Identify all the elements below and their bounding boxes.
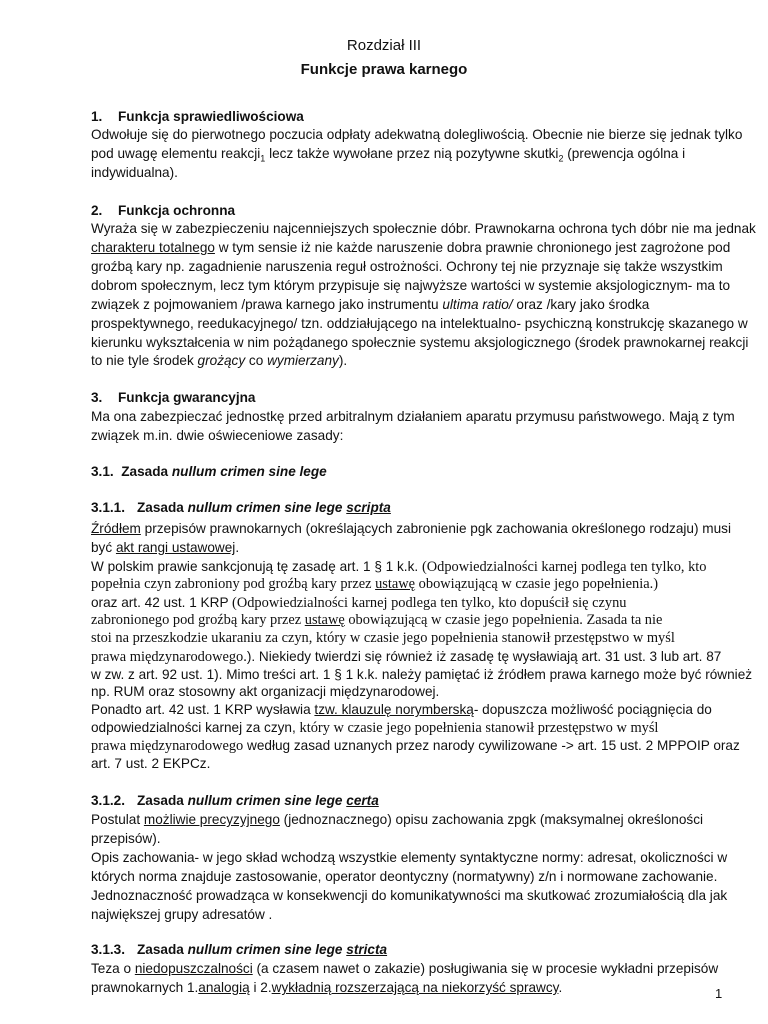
paragraph-line: związek z pojmowaniem /prawa karnego jako instrumentu ultima ratio/ oraz /kary jako środka: [91, 297, 650, 312]
section-number: 1.: [91, 109, 103, 124]
paragraph-line: kierunku wykształcenia w nim pożądanego społecznie systemu aksjologicznego (środek prawnokarnej reakcji: [91, 335, 749, 350]
paragraph-line: W polskim prawie sankcjonują tę zasadę art. 1 § 1 k.k. (Odpowiedzialności karnej podlega ten tylko, kto: [91, 559, 707, 575]
paragraph-line: odpowiedzialności karnej za czyn, który w czasie jego popełnienia stanowił przestępstwo w myśl: [91, 720, 659, 736]
subsection-heading-3-1-3: 3.1.3. Zasada nullum crimen sine lege stricta: [91, 942, 388, 957]
section-number: 3.1.2.: [91, 793, 126, 808]
quoted-statute-line: zabronionego pod groźbą kary przez ustawę obowiązującą w czasie jego popełnienia. Zasada ta nie: [91, 612, 663, 628]
footnote-ref: 2: [558, 153, 564, 164]
section-number: 3.1.3.: [91, 942, 126, 957]
quoted-statute-line: popełnia czyn zabroniony pod groźbą kary przez ustawę obowiązującą w czasie jego popełnienia.): [91, 576, 659, 592]
section-title: Funkcja gwarancyjna: [118, 390, 256, 405]
paragraph-line: prawnokarnych 1.analogią i 2.wykładnią rozszerzającą na niekorzyść sprawcy.: [91, 980, 563, 995]
paragraph-line: oraz art. 42 ust. 1 KRP (Odpowiedzialności karnej podlega ten tylko, kto dopuścił się czynu: [91, 595, 627, 611]
paragraph-line: być akt rangi ustawowej.: [91, 540, 240, 555]
paragraph-line: w zw. z art. 92 ust. 1). Mimo treści art. 1 § 1 k.k. należy pamiętać iż źródłem prawa karnego może być również: [91, 667, 753, 682]
paragraph-line: Jednoznaczność prowadząca w konsekwencji do komunikatywności ma skutkować zrozumiałością dla jak: [91, 888, 728, 903]
section-heading-3: [91, 389, 256, 406]
paragraph-line: dobrom społecznym, lecz tym którym przypisuje się najwyższe wartości w systemie aksjologicznym- ma to: [91, 278, 731, 293]
paragraph-line: Teza o niedopuszczalności (a czasem nawet o zakazie) posługiwania się w procesie wykładni przepisów: [91, 961, 719, 976]
paragraph-line: groźbą kary np. zagadnienie naruszenia reguł ostrożności. Ochrony tej nie przyznaje się także wszystkim: [91, 259, 723, 274]
paragraph-line: Opis zachowania- w jego skład wchodzą wszystkie elementy syntaktyczne normy: adresat, okoliczności w: [91, 850, 728, 865]
paragraph-line: indywidualna).: [91, 165, 178, 180]
paragraph-line: Postulat możliwie precyzyjnego (jednoznacznego) opisu zachowania zpgk (maksymalnej określoności: [91, 812, 704, 827]
paragraph-line: prawa międzynarodowego.). Niekiedy twierdzi się również iż zasadę tę wysławiają art. 31 ust. 3 lub art. 87: [91, 649, 722, 665]
subsection-heading-3-1-1: 3.1.1. Zasada nullum crimen sine lege scripta: [91, 500, 391, 515]
subsection-heading-3-1: 3.1. Zasada nullum crimen sine lege: [91, 464, 327, 479]
subsection-heading-3-1-2: 3.1.2. Zasada nullum crimen sine lege certa: [91, 793, 379, 808]
section-heading-1: [91, 108, 304, 125]
section-heading-2: [91, 202, 235, 219]
paragraph-line: największej grupy adresatów .: [91, 907, 273, 922]
paragraph-line: np. RUM oraz stosowny akt organizacji międzynarodowej.: [91, 684, 440, 699]
underlined-term: charakteru totalnego: [91, 240, 215, 255]
paragraph-line: związek m.in. dwie oświeceniowe zasady:: [91, 428, 344, 443]
paragraph-line: których norma znajduje zastosowanie, operator deontyczny (normatywny) z/n i normowane zachowanie.: [91, 869, 718, 884]
paragraph-line: Odwołuje się do pierwotnego poczucia odpłaty adekwatną dolegliwością. Obecnie nie bierze się jednak tylko: [91, 127, 743, 142]
paragraph-line: Ponadto art. 42 ust. 1 KRP wysławia tzw. klauzulę norymberską- dopuszcza możliwość pociągnięcia do: [91, 702, 712, 717]
paragraph-line: to nie tyle środek grożący co wymierzany).: [91, 353, 348, 368]
section-number: 3.1.: [91, 464, 114, 479]
paragraph-line: przepisów).: [91, 831, 161, 846]
section-number: 3.: [91, 390, 103, 405]
paragraph-line: prawa międzynarodowego według zasad uznanych przez narody cywilizowane -> art. 15 ust. 2 MPPOIP oraz: [91, 738, 740, 754]
paragraph-line: charakteru totalnego w tym sensie iż nie każde naruszenie dobra prawnie chronionego jest zagrożone pod: [91, 240, 731, 255]
paragraph-line: Wyraża się w zabezpieczeniu najcenniejszych społecznie dóbr. Prawnokarna ochrona tych dóbr nie ma jednak: [91, 221, 756, 236]
section-title: Funkcja ochronna: [118, 203, 236, 218]
paragraph-line: prospektywnego, reedukacyjnego/ tzn. oddziałującego na intelektualno- psychiczną konstrukcję skazanego w: [91, 316, 748, 331]
quoted-statute-line: stoi na przeszkodzie ukaraniu za czyn, który w czasie jego popełnienia stanowił przestępstwo w myśl: [91, 630, 675, 646]
section-number: 2.: [91, 203, 103, 218]
footnote-ref: 1: [260, 153, 266, 164]
paragraph-line: pod uwagę elementu reakcji$_1$ lecz także wywołane przez nią pozytywne skutki$_2$ (prewencja ogólna i: [91, 146, 686, 164]
paragraph-line: art. 7 ust. 2 EKPCz.: [91, 756, 211, 771]
chapter-title: Funkcje prawa karnego: [300, 61, 468, 78]
paragraph-line: Ma ona zabezpieczać jednostkę przed arbitralnym działaniem aparatu przymusu państwowego. Mają z tym: [91, 409, 735, 424]
chapter-label: Rozdział III: [346, 37, 422, 54]
paragraph-line: Źródłem przepisów prawnokarnych (określających zabronienie pgk zachowania określonego rodzaju) musi: [91, 521, 731, 536]
section-number: 3.1.1.: [91, 500, 126, 515]
page-number: 1: [715, 986, 723, 1001]
section-title: Funkcja sprawiedliwościowa: [118, 109, 304, 124]
